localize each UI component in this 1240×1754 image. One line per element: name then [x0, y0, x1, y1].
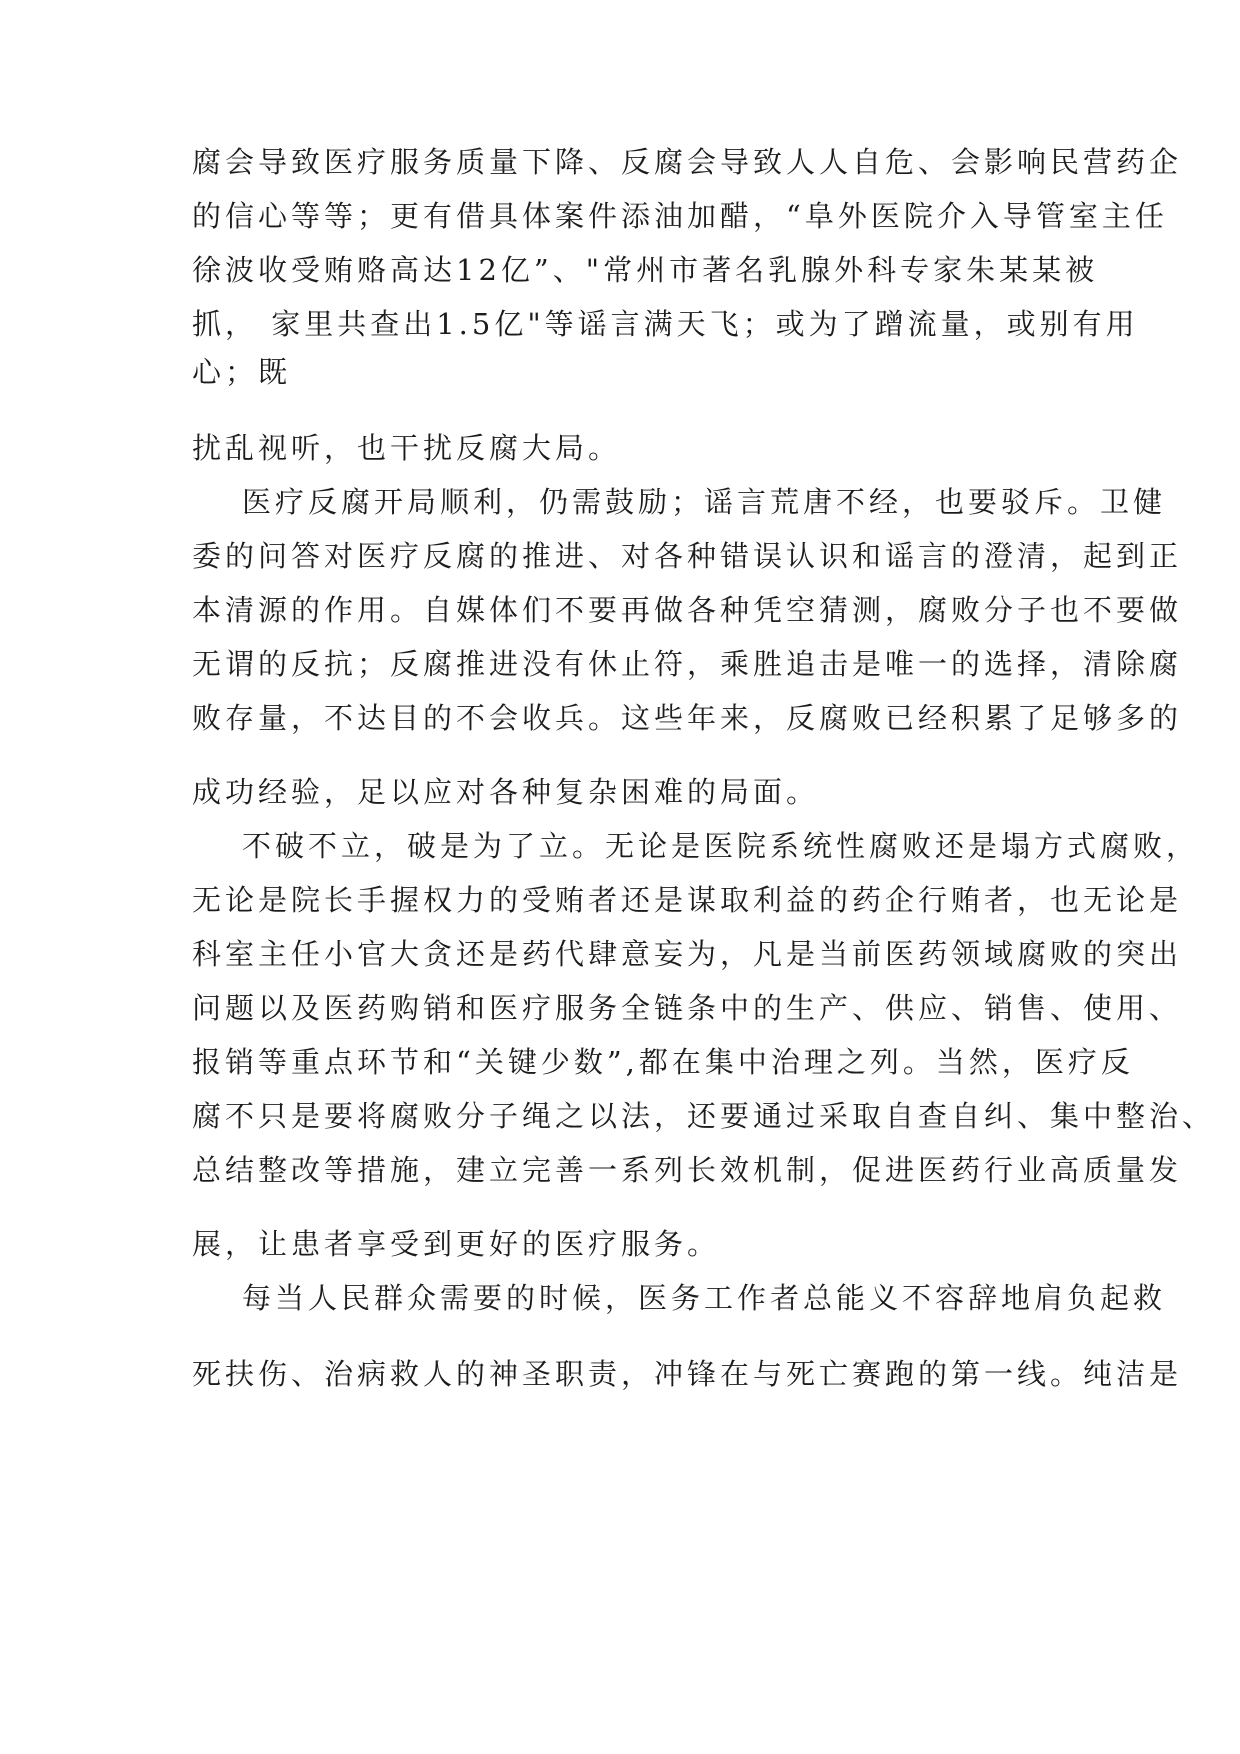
paragraph-first-line: 医疗反腐开局顺利，仍需鼓励；谣言荒唐不经，也要驳斥。卫健: [242, 485, 1167, 519]
text-line: 问题以及医药购销和医疗服务全链条中的生产、供应、销售、使用、: [192, 991, 1183, 1025]
text-line: 败存量，不达目的不会收兵。这些年来，反腐败已经积累了足够多的: [192, 701, 1183, 735]
text-line: 腐不只是要将腐败分子绳之以法，还要通过采取自查自纠、集中整治、: [192, 1099, 1216, 1133]
text-line: 科室主任小官大贪还是药代肆意妄为，凡是当前医药领域腐败的突出: [192, 937, 1183, 971]
text-line: 委的问答对医疗反腐的推进、对各种错误认识和谣言的澄清，起到正: [192, 539, 1183, 573]
text-line: 无论是院长手握权力的受贿者还是谋取利益的药企行贿者，也无论是: [192, 883, 1183, 917]
text-line: 心；既: [192, 355, 292, 389]
text-line: 展，让患者享受到更好的医疗服务。: [192, 1227, 721, 1261]
text-line: 徐波收受贿赂高达12亿”、"常州市著名乳腺外科专家朱某某被: [192, 253, 1099, 287]
text-line: 无谓的反抗；反腐推进没有休止符，乘胜追击是唯一的选择，清除腐: [192, 647, 1183, 681]
text-line: 总结整改等措施，建立完善一系列长效机制，促进医药行业高质量发: [192, 1153, 1183, 1187]
paragraph-first-line: 不破不立，破是为了立。无论是医院系统性腐败还是塌方式腐败，: [242, 829, 1200, 863]
text-line: 的信心等等；更有借具体案件添油加醋，“阜外医院介入导管室主任: [192, 199, 1168, 233]
text-line: 报销等重点环节和“关键少数”,都在集中治理之列。当然，医疗反: [192, 1045, 1134, 1079]
text-line: 成功经验，足以应对各种复杂困难的局面。: [192, 775, 820, 809]
text-line: 抓， 家里共查出1.5亿"等谣言满天飞；或为了蹭流量，或别有用: [192, 307, 1139, 341]
paragraph-first-line: 每当人民群众需要的时候，医务工作者总能义不容辞地肩负起救: [242, 1281, 1167, 1315]
text-line: 死扶伤、治病救人的神圣职责，冲锋在与死亡赛跑的第一线。纯洁是: [192, 1357, 1183, 1391]
text-line: 腐会导致医疗服务质量下降、反腐会导致人人自危、会影响民营药企: [192, 145, 1183, 179]
text-line: 扰乱视听，也干扰反腐大局。: [192, 431, 622, 465]
text-line: 本清源的作用。自媒体们不要再做各种凭空猜测，腐败分子也不要做: [192, 593, 1183, 627]
